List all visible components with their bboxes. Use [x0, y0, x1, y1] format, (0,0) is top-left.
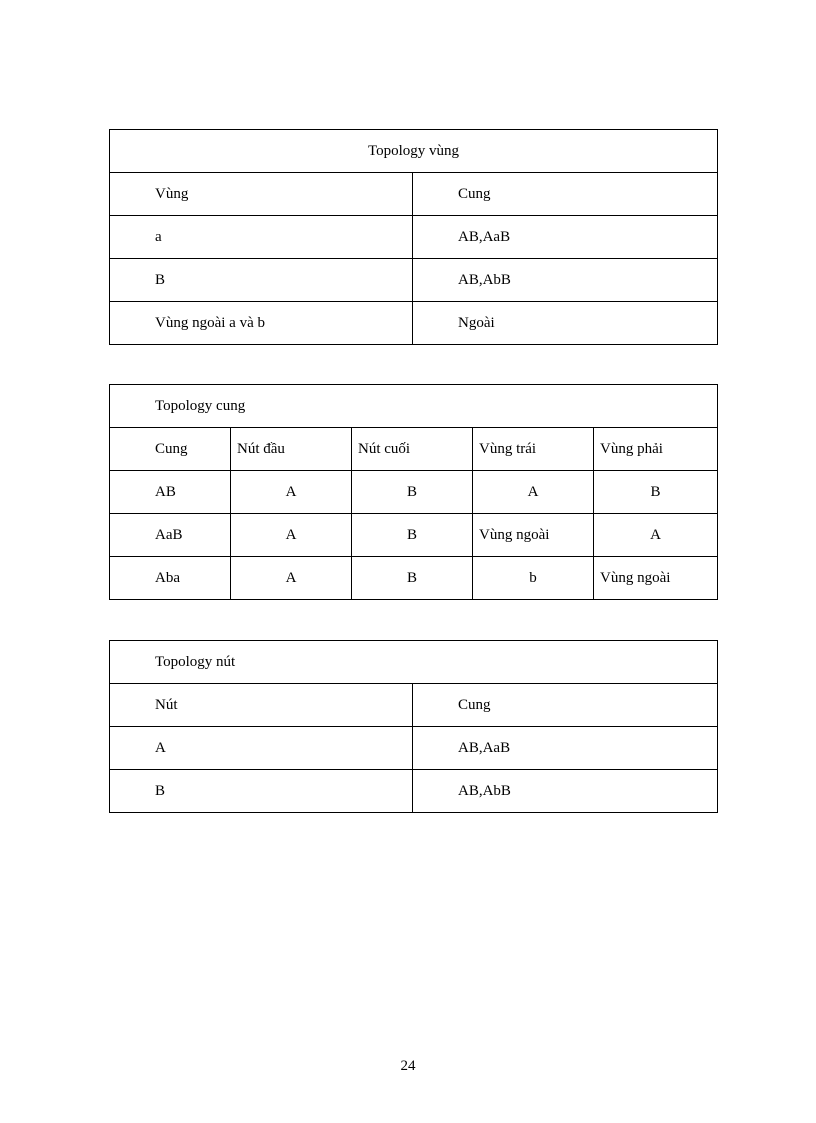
table-title: Topology nút [110, 641, 718, 684]
table-cell: Vùng ngoài [594, 557, 718, 600]
table-cell: Vùng ngoài [473, 514, 594, 557]
table-cell: A [473, 471, 594, 514]
column-header: Nút cuối [352, 428, 473, 471]
table-row [110, 557, 718, 600]
topology-region-table [109, 129, 718, 345]
table-header-row [110, 173, 718, 216]
table-cell: AB,AaB [413, 727, 718, 770]
table-cell: A [594, 514, 718, 557]
column-header: Vùng trái [473, 428, 594, 471]
column-header: Nút [110, 684, 413, 727]
table-cell: Ngoài [413, 302, 718, 345]
column-header: Nút đầu [231, 428, 352, 471]
topology-node-table [109, 640, 718, 813]
table-cell: AB,AbB [413, 770, 718, 813]
table-cell: AB,AbB [413, 259, 718, 302]
table-cell: A [231, 514, 352, 557]
table-cell: B [110, 770, 413, 813]
column-header: Cung [110, 428, 231, 471]
table-cell: a [110, 216, 413, 259]
table-title-row [110, 641, 718, 684]
table-title-row [110, 130, 718, 173]
table-header-row [110, 428, 718, 471]
table-cell: A [110, 727, 413, 770]
table-cell: B [110, 259, 413, 302]
table-cell: AaB [110, 514, 231, 557]
table-cell: AB [110, 471, 231, 514]
table-cell: b [473, 557, 594, 600]
topology-arc-table [109, 384, 718, 600]
table-header-row [110, 684, 718, 727]
table-cell: Aba [110, 557, 231, 600]
table-cell: Vùng ngoài a và b [110, 302, 413, 345]
table-row [110, 727, 718, 770]
table-cell: B [352, 471, 473, 514]
column-header: Vùng phải [594, 428, 718, 471]
column-header: Vùng [110, 173, 413, 216]
table-row [110, 471, 718, 514]
table-row [110, 514, 718, 557]
table-row [110, 216, 718, 259]
table-cell: A [231, 557, 352, 600]
table-cell: B [352, 514, 473, 557]
table-row [110, 259, 718, 302]
table-title: Topology vùng [110, 130, 718, 173]
table-cell: A [231, 471, 352, 514]
table-row [110, 302, 718, 345]
table-title: Topology cung [110, 385, 718, 428]
table-cell: B [352, 557, 473, 600]
column-header: Cung [413, 173, 718, 216]
table-title-row [110, 385, 718, 428]
column-header: Cung [413, 684, 718, 727]
table-cell: AB,AaB [413, 216, 718, 259]
table-cell: B [594, 471, 718, 514]
page-number: 24 [400, 1058, 416, 1074]
table-row [110, 770, 718, 813]
